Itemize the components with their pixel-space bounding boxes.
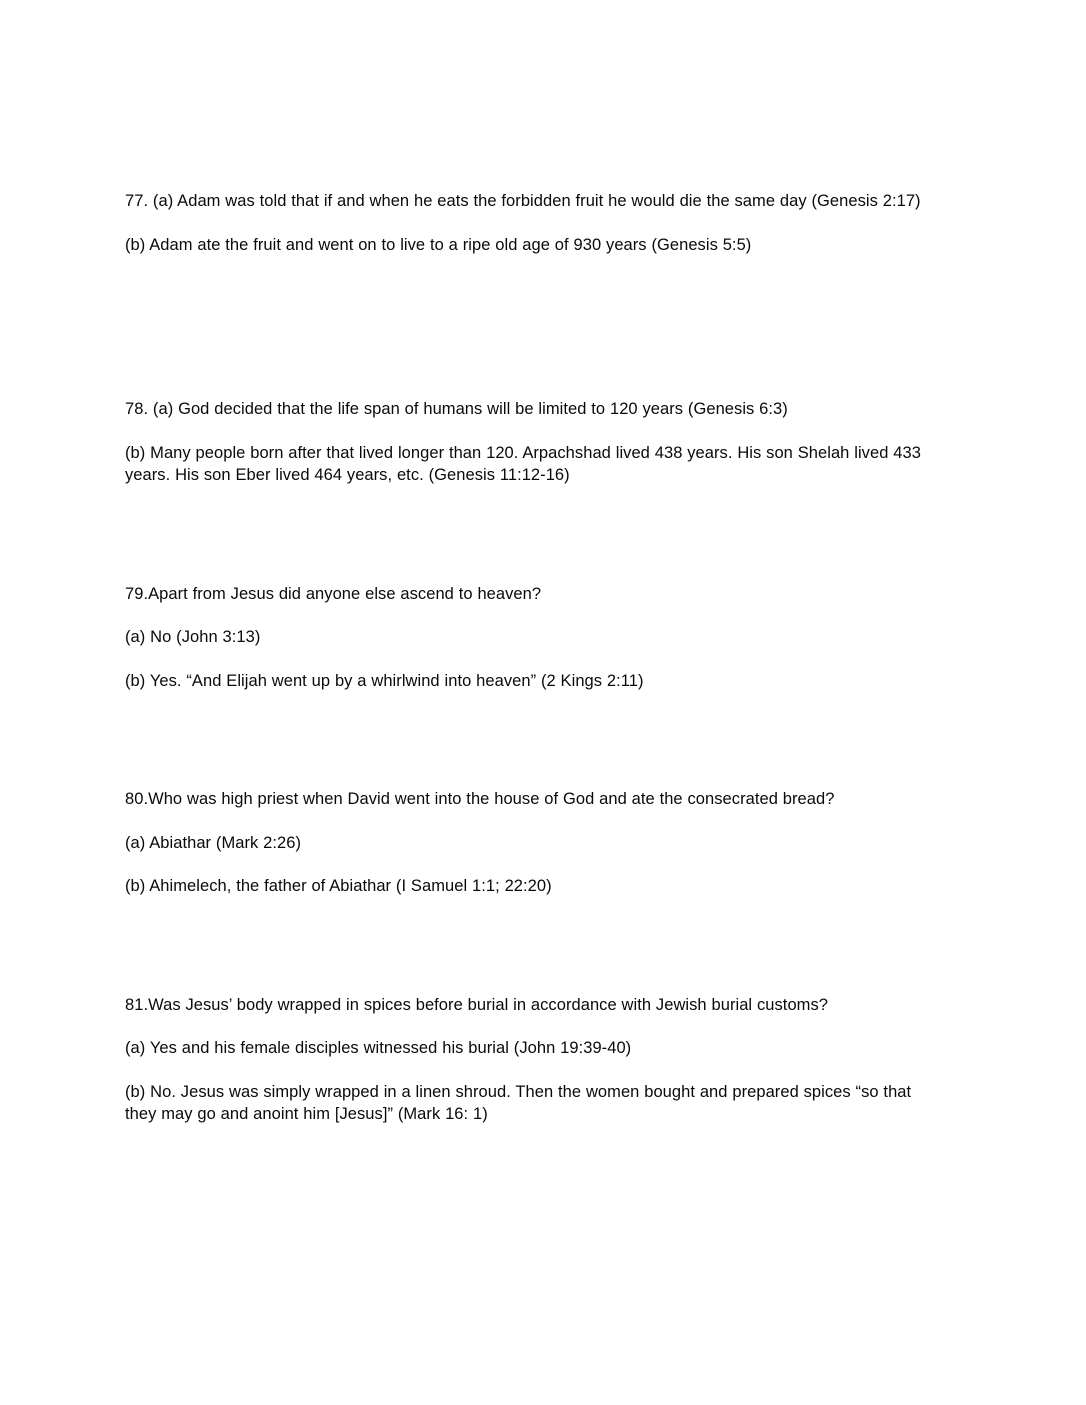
question-78-part-a: 78. (a) God decided that the life span of humans will be limited to 120 years (Genesis 6:3): [125, 400, 788, 418]
question-81-part-a: (a) Yes and his female disciples witnessed his burial (John 19:39-40): [125, 1039, 632, 1057]
question-80-prompt: 80.Who was high priest when David went into the house of God and ate the consecrated bread?: [125, 790, 835, 808]
question-79-part-a: (a) No (John 3:13): [125, 628, 261, 646]
question-block-80: [125, 788, 947, 898]
question-block-77: [125, 190, 947, 256]
question-block-81: [125, 994, 947, 1126]
question-81-prompt: 81.Was Jesus’ body wrapped in spices before burial in accordance with Jewish burial customs?: [125, 995, 828, 1014]
question-77-part-a: 77. (a) Adam was told that if and when he eats the forbidden fruit he would die the same day (Genesis 2:17): [125, 192, 921, 210]
document-body: [125, 190, 947, 1126]
block-spacer-79-80: [125, 692, 947, 788]
question-80-part-a: (a) Abiathar (Mark 2:26): [125, 833, 302, 852]
question-block-79: [125, 583, 947, 693]
question-78-part-b: (b) Many people born after that lived longer than 120. Arpachshad lived 438 years. His son Shelah lived 433 years. His son Eber lived 464 years, etc. (Genesis 11:12-16): [125, 443, 921, 484]
question-81-part-b: (b) No. Jesus was simply wrapped in a linen shroud. Then the women bought and prepared spices “so that they may go and anoint him [Jesus]” (Mark 16: 1): [125, 1082, 912, 1123]
block-spacer-78-79: [125, 487, 947, 583]
question-77-part-b: (b) Adam ate the fruit and went on to live to a ripe old age of 930 years (Genesis 5:5): [125, 235, 752, 254]
question-79-prompt: 79.Apart from Jesus did anyone else ascend to heaven?: [125, 584, 542, 603]
question-80-part-b: (b) Ahimelech, the father of Abiathar (I Samuel 1:1; 22:20): [125, 877, 552, 895]
question-block-78: [125, 398, 947, 487]
question-79-part-b: (b) Yes. “And Elijah went up by a whirlwind into heaven” (2 Kings 2:11): [125, 671, 644, 690]
block-spacer-80-81: [125, 898, 947, 994]
block-spacer-77-78: [125, 256, 947, 398]
